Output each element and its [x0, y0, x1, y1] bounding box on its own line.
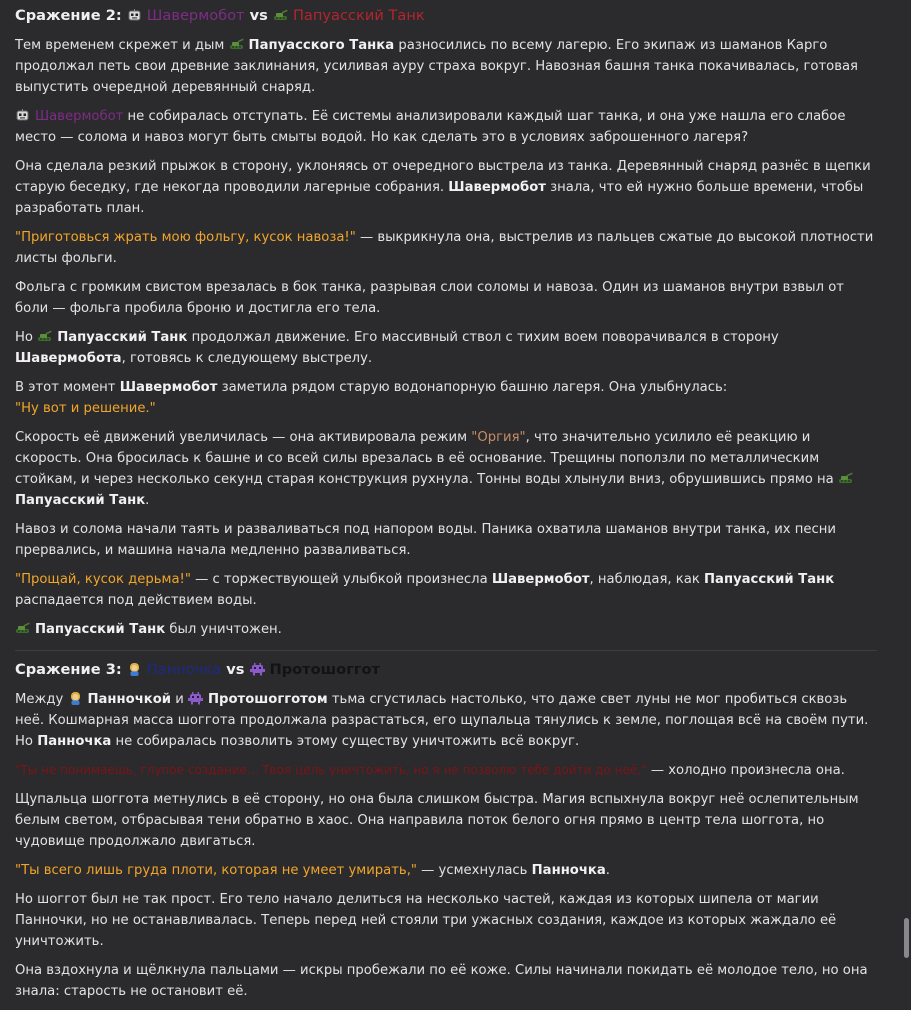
- woman-icon: [127, 663, 142, 676]
- alien-monster-icon: [188, 692, 203, 705]
- text: Навоз и солома начали таять и разваливаться под напором воды. Паника охватила шаманов внутри танка, их песни прервались, и машина начала медленно разваливаться.: [15, 522, 836, 558]
- paragraph: [15, 277, 877, 319]
- section-divider: [15, 650, 877, 651]
- text: — выкрикнула она, выстрелив из пальцев сжатые до высокой плотности листы фольги.: [15, 230, 874, 266]
- quote: "Прощай, кусок дерьма!": [15, 572, 191, 587]
- text: Между: [15, 692, 64, 707]
- shawermobot-name: Шавермобот: [491, 572, 590, 587]
- pannochka-name: Панночка: [37, 734, 112, 749]
- text: — холодно произнесла она.: [650, 763, 845, 778]
- text: Она вздохнула и щёлкнула пальцами — искры пробежали по её коже. Силы начинали покидать её молодое тело, но она знала: старость не остановит её.: [15, 963, 868, 999]
- text: , наблюдая, как: [589, 572, 700, 587]
- text: .: [605, 863, 610, 878]
- tank-name: Папуасский Танк: [35, 622, 166, 637]
- text: не собиралась позволить этому существу уничтожить всё вокруг.: [115, 734, 580, 749]
- vs-label: vs: [249, 7, 268, 24]
- alien-monster-icon: [250, 663, 265, 676]
- text: Скорость её движений увеличилась — она активировала режим: [15, 430, 468, 445]
- text: и: [175, 692, 184, 707]
- shawermobot-name: Шавермобот: [448, 180, 546, 195]
- shawermobot-name: Шавермобота: [15, 351, 122, 366]
- battle-2-heading: [15, 6, 877, 26]
- paragraph: [15, 960, 877, 1002]
- battle-2-title-prefix: Сражение 2:: [15, 7, 122, 24]
- text: продолжал движение. Его массивный ствол с тихим воем поворачивался в сторону: [191, 330, 779, 345]
- quote: "Приготовься жрать мою фольгу, кусок навоза!": [15, 230, 356, 245]
- text: Она сделала резкий прыжок в сторону, уклоняясь от очередного выстрела из танка. Деревянный снаряд разнёс в щепки старую беседку, где некогда проводили лагерные собрания.: [15, 159, 871, 195]
- text: , готовясь к следующему выстрелу.: [121, 351, 373, 366]
- quote: "Ты всего лишь груда плоти, которая не умеет умирать,": [15, 863, 417, 878]
- fighter-papuan-tank: Папуасский Танк: [292, 7, 425, 24]
- robot-icon: [15, 109, 30, 122]
- paragraph: [15, 106, 877, 148]
- text: распадается под действием воды.: [15, 593, 257, 608]
- fighter-protoshoggot: Протошоггот: [269, 661, 380, 678]
- text: знала, что ей нужно больше времени, чтобы разработать план.: [15, 180, 864, 216]
- fighter-pannochka: Панночка: [146, 661, 222, 678]
- paragraph: [15, 689, 877, 752]
- paragraph: [15, 619, 877, 640]
- tank-icon: [15, 622, 30, 635]
- quote: "Ну вот и решение.": [15, 401, 156, 416]
- tank-name: Папуасский Танк: [704, 572, 835, 587]
- paragraph: [15, 889, 877, 952]
- paragraph: [15, 327, 877, 369]
- text: Тем временем скрежет и дым: [15, 38, 225, 53]
- text: — с торжествующей улыбкой произнесла: [195, 572, 488, 587]
- text: заметила рядом старую водонапорную башню лагеря. Она улыбнулась:: [221, 380, 728, 395]
- scrollbar-thumb[interactable]: [904, 918, 909, 958]
- paragraph: [15, 227, 877, 269]
- tank-icon: [37, 330, 52, 343]
- text: Но: [15, 330, 33, 345]
- woman-icon: [68, 692, 83, 705]
- vertical-scrollbar[interactable]: [901, 0, 911, 999]
- story-content: [15, 0, 877, 1010]
- shawermobot-name: Шавермобот: [35, 109, 124, 124]
- battle-3-heading: [15, 660, 877, 680]
- paragraph: [15, 156, 877, 219]
- paragraph: [15, 789, 877, 852]
- text: Но шоггот был не так прост. Его тело начало делиться на несколько частей, каждая из которых шипела от магии Панночки, но не останавливалась. Теперь перед ней стояли три ужасных создания, каждое из которых жаждало её уничтожить.: [15, 892, 837, 949]
- text: В этот момент: [15, 380, 116, 395]
- text: Фольга с громким свистом врезалась в бок танка, разрывая слои соломы и навоза. Один из шаманов внутри взвыл от боли — фольга пробила броню и достигла его тела.: [15, 280, 844, 316]
- text: не собиралась отступать. Её системы анализировали каждый шаг танка, и она уже нашла его слабое место — солома и навоз могут быть смыты водой. Но как сделать это в условиях заброшенного лагеря?: [15, 109, 846, 145]
- fighter-shawermobot: Шавермобот: [146, 7, 245, 24]
- robot-icon: [127, 9, 142, 22]
- paragraph: [15, 377, 877, 419]
- paragraph: [15, 35, 877, 98]
- text: Щупальца шоггота метнулись в её сторону, но она была слишком быстра. Магия вспыхнула вокруг неё ослепительным белым светом, отбрасывая тени обратно в хаос. Она направила поток белого огня прямо в центр тела шоггота, но чудовище продолжало двигаться.: [15, 792, 859, 849]
- shawermobot-name: Шавермобот: [119, 380, 218, 395]
- quote: "Ты не понимаешь, глупое создание... Твоя цель уничтожить, но я не позволю тебе дойти до неё,": [15, 763, 647, 777]
- mode-name: "Оргия": [471, 430, 526, 445]
- battle-3-title-prefix: Сражение 3:: [15, 661, 122, 678]
- text: .: [145, 493, 150, 508]
- text: тьма сгустилась настолько, что даже свет луны не мог пробиться сквозь неё. Кошмарная масса шоггота продолжала разрастаться, его щупальца тянулись к земле, поглощая всё на своём пути. Но: [15, 692, 869, 749]
- tank-icon: [838, 472, 853, 485]
- tank-icon: [273, 9, 288, 22]
- paragraph: [15, 860, 877, 881]
- protoshoggot-name: Протошогготом: [208, 692, 328, 707]
- text: , что значительно усилило её реакцию и скорость. Она бросилась к башне и со всей силы врезалась в её основание. Трещины поползли по металлическим стойкам, и через несколько секунд старая конструкция рухнула. Тонны воды хлынули вниз, обрушившись прямо на: [15, 430, 834, 487]
- vs-label: vs: [226, 661, 245, 678]
- paragraph: [15, 427, 877, 511]
- tank-name: Папуасский Танк: [15, 493, 146, 508]
- text: — усмехнулась: [421, 863, 528, 878]
- tank-name: Папуасского Танка: [248, 38, 395, 53]
- paragraph: [15, 760, 877, 781]
- tank-icon: [229, 38, 244, 51]
- paragraph: [15, 569, 877, 611]
- text: был уничтожен.: [169, 622, 282, 637]
- pannochka-name: Панночка: [531, 863, 606, 878]
- pannochka-name: Панночкой: [87, 692, 172, 707]
- paragraph: [15, 519, 877, 561]
- text: разносились по всему лагерю. Его экипаж из шаманов Карго продолжал петь свои древние заклинания, усиливая ауру страха вокруг. Навозная башня танка покачивалась, готовая выпустить очередной деревянный снаряд.: [15, 38, 858, 95]
- tank-name: Папуасский Танк: [57, 330, 188, 345]
